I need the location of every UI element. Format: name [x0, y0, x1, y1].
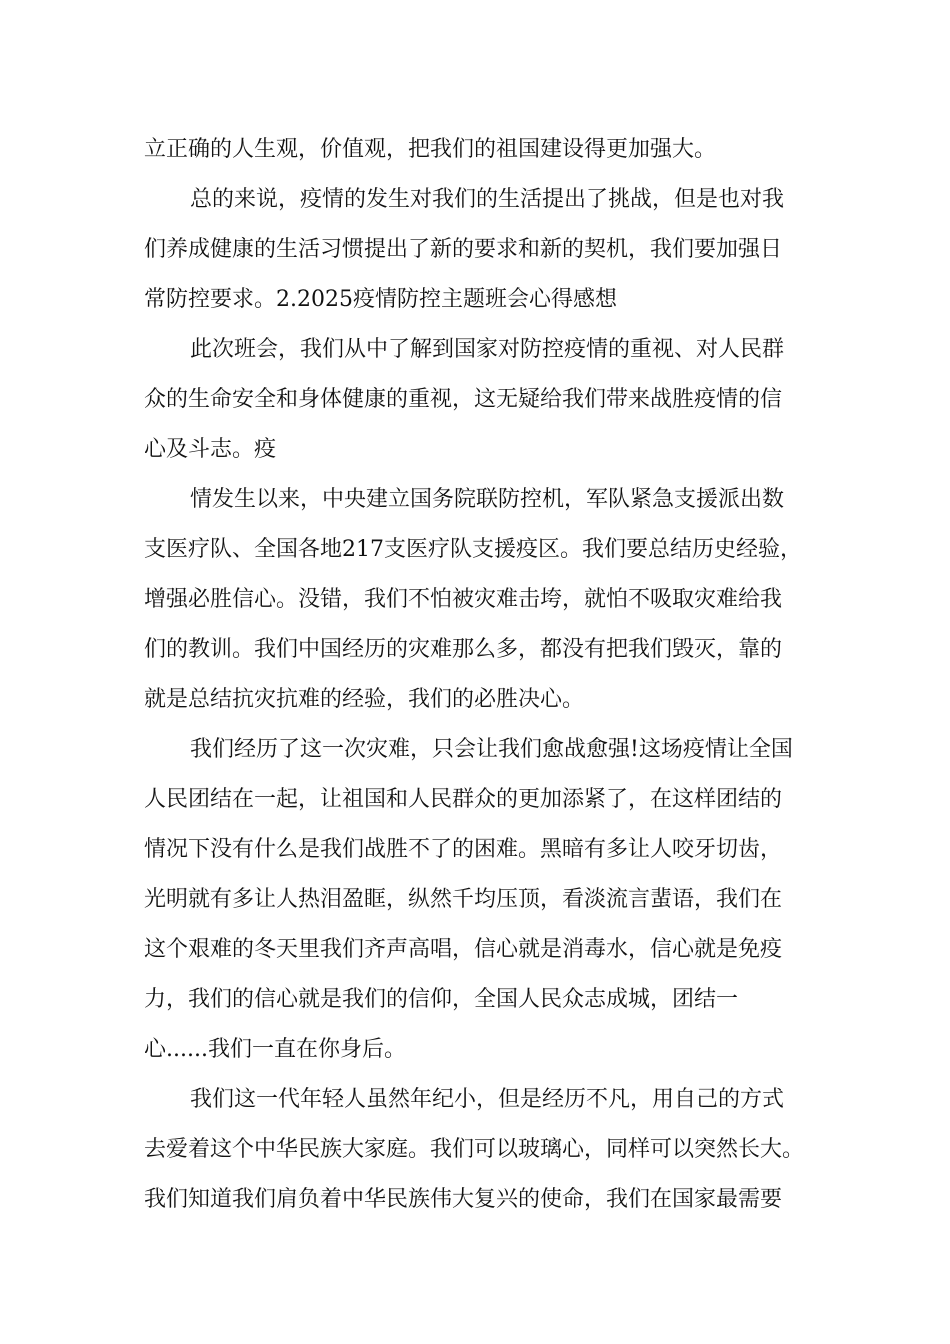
text-line: 去爱着这个中华民族大家庭。我们可以玻璃心，同样可以突然长大。: [144, 1137, 805, 1162]
text-line: 支医疗队、全国各地217支医疗队支援疫区。我们要总结历史经验，: [144, 537, 802, 562]
text-line: 心......我们一直在你身后。: [144, 1037, 406, 1062]
text-line: 立正确的人生观，价值观，把我们的祖国建设得更加强大。: [144, 137, 717, 162]
text-line: 常防控要求。2.2025疫情防控主题班会心得感想: [144, 287, 617, 312]
text-line: 光明就有多让人热泪盈眶，纵然千均压顶，看淡流言蜚语，我们在: [144, 887, 783, 912]
text-line: 这个艰难的冬天里我们齐声高唱，信心就是消毒水，信心就是免疫: [144, 937, 783, 962]
text-line: 们养成健康的生活习惯提出了新的要求和新的契机，我们要加强日: [144, 237, 783, 262]
paragraph-start-line: 此次班会，我们从中了解到国家对防控疫情的重视、对人民群: [190, 337, 785, 362]
text-line: 就是总结抗灾抗难的经验，我们的必胜决心。: [144, 687, 585, 712]
text-line: 增强必胜信心。没错，我们不怕被灾难击垮，就怕不吸取灾难给我: [144, 587, 783, 612]
paragraph-start-line: 我们经历了这一次灾难，只会让我们愈战愈强!这场疫情让全国: [190, 737, 793, 762]
paragraph-start-line: 情发生以来，中央建立国务院联防控机，军队紧急支援派出数: [190, 487, 785, 512]
paragraph-start-line: 我们这一代年轻人虽然年纪小，但是经历不凡，用自己的方式: [190, 1087, 785, 1112]
text-line: 众的生命安全和身体健康的重视，这无疑给我们带来战胜疫情的信: [144, 387, 783, 412]
text-line: 情况下没有什么是我们战胜不了的困难。黑暗有多让人咬牙切齿，: [144, 837, 783, 862]
text-line: 我们知道我们肩负着中华民族伟大复兴的使命，我们在国家最需要: [144, 1187, 783, 1212]
text-line: 力，我们的信心就是我们的信仰，全国人民众志成城，团结一: [144, 987, 739, 1012]
text-line: 心及斗志。疫: [144, 437, 277, 462]
paragraph-start-line: 总的来说，疫情的发生对我们的生活提出了挑战，但是也对我: [190, 187, 785, 212]
text-line: 们的教训。我们中国经历的灾难那么多，都没有把我们毁灭，靠的: [144, 637, 783, 662]
text-line: 人民团结在一起，让祖国和人民群众的更加添紧了，在这样团结的: [144, 787, 783, 812]
